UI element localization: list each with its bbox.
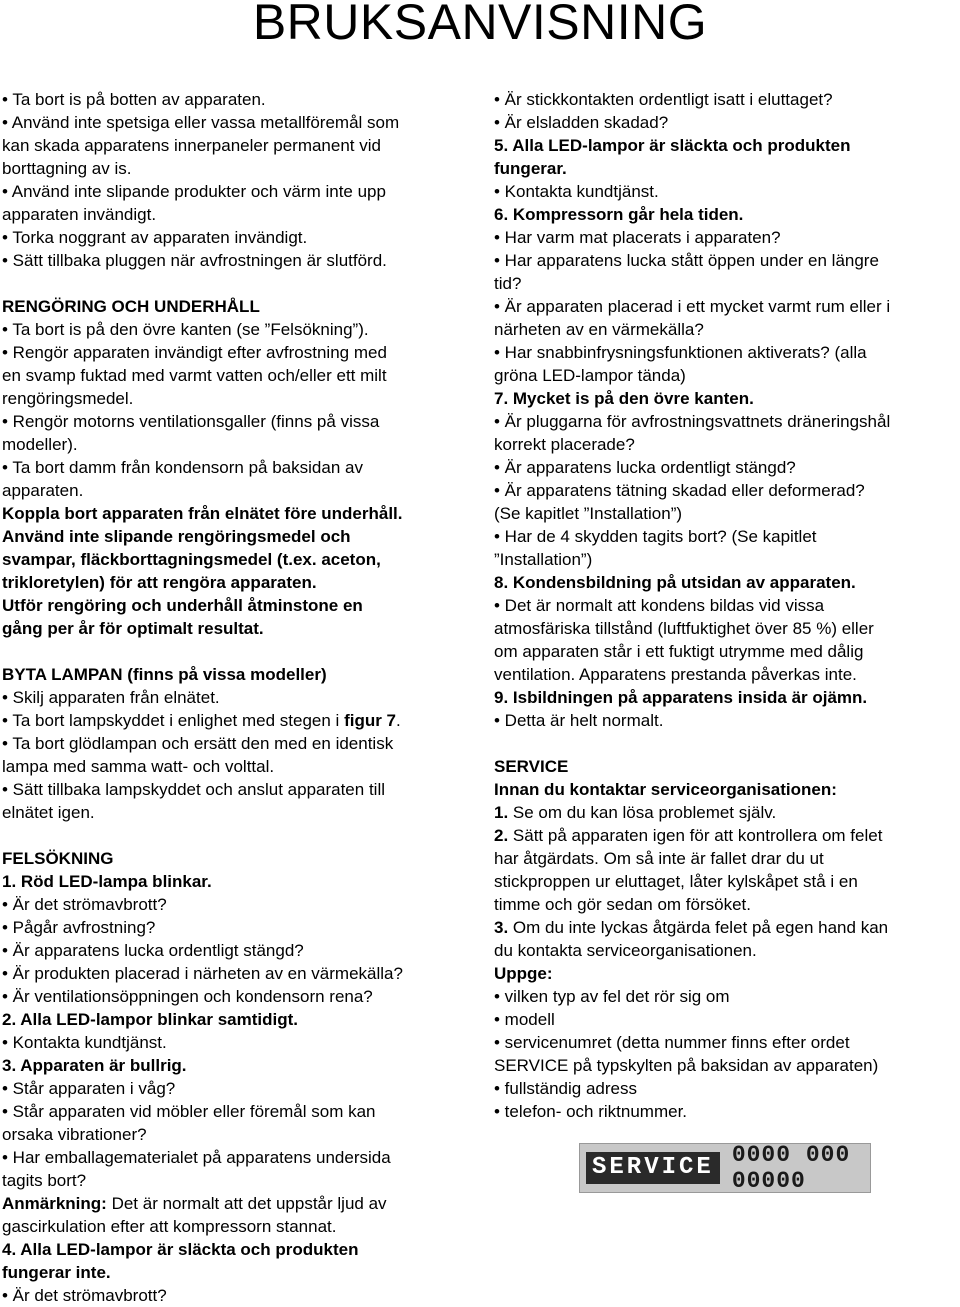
right-text-line: ”Installation”) [494, 550, 593, 569]
bold-lead: 3. [494, 918, 509, 937]
left-text-line: apparaten invändigt. [2, 205, 157, 224]
line-text: • Ta bort lampskyddet i enlighet med stegen i [2, 711, 345, 730]
right-text-line: (Se kapitlet ”Installation”) [494, 504, 683, 523]
left-text-line: gång per år för optimalt resultat. [2, 619, 264, 638]
left-text-line: • Är produkten placerad i närheten av en värmekälla? [2, 964, 403, 983]
right-text-line: • telefon- och riktnummer. [494, 1102, 688, 1121]
service-plate-number: 0000 000 00000 [731, 1142, 851, 1194]
bold-lead: 2. [494, 826, 509, 845]
left-text-line: elnätet igen. [2, 803, 95, 822]
right-text-line [494, 732, 960, 755]
left-text-line: • Skilj apparaten från elnätet. [2, 688, 220, 707]
right-text-line: Uppge: [494, 964, 553, 983]
right-text-line: • Har varm mat placerats i apparaten? [494, 228, 781, 247]
right-text-line: • fullständig adress [494, 1079, 637, 1098]
left-text-line: orsaka vibrationer? [2, 1125, 147, 1144]
left-text-line: • Sätt tillbaka lampskyddet och anslut apparaten till [2, 780, 385, 799]
right-text-line: • servicenumret (detta nummer finns efter ordet [494, 1033, 850, 1052]
service-plate-image [579, 1143, 871, 1193]
right-text-line: • Har snabbinfrysningsfunktionen aktiverats? (alla [494, 343, 867, 362]
right-text-line: • Det är normalt att kondens bildas vid vissa [494, 596, 825, 615]
right-text-line: fungerar. [494, 159, 567, 178]
right-text-line [494, 801, 960, 824]
right-text-line: • Är apparatens lucka ordentligt stängd? [494, 458, 796, 477]
left-text-line: • Har emballagematerialet på apparatens undersida [2, 1148, 391, 1167]
left-text-line [2, 272, 480, 295]
right-text-line: korrekt placerade? [494, 435, 635, 454]
line-tail: Om du inte lyckas åtgärda felet på egen hand kan [508, 918, 889, 937]
left-text-line: fungerar inte. [2, 1263, 111, 1282]
line-tail: Det är normalt att det uppstår ljud av [106, 1194, 387, 1213]
right-text-line: SERVICE [494, 757, 569, 776]
right-text-line: • Har de 4 skydden tagits bort? (Se kapitlet [494, 527, 817, 546]
right-text-line: • Är stickkontakten ordentligt isatt i eluttaget? [494, 90, 833, 109]
left-text-line: gascirkulation efter att kompressorn stannat. [2, 1217, 337, 1236]
bold-lead: 1. [494, 803, 509, 822]
left-text-line: • Är apparatens lucka ordentligt stängd? [2, 941, 304, 960]
left-text-line: rengöringsmedel. [2, 389, 134, 408]
service-plate-label: SERVICE [586, 1152, 720, 1184]
left-text-line: 1. Röd LED-lampa blinkar. [2, 872, 212, 891]
right-column [494, 88, 960, 1123]
left-text-line: Använd inte slipande rengöringsmedel och [2, 527, 351, 546]
left-text-line: kan skada apparatens innerpaneler permanent vid [2, 136, 381, 155]
left-text-line: • Använd inte spetsiga eller vassa metallföremål som [2, 113, 400, 132]
left-text-line: 4. Alla LED-lampor är släckta och produkten [2, 1240, 359, 1259]
left-text-line: • Ta bort glödlampan och ersätt den med en identisk [2, 734, 394, 753]
right-text-line: timme och gör sedan om försöket. [494, 895, 752, 914]
left-text-line: RENGÖRING OCH UNDERHÅLL [2, 297, 260, 316]
left-text-line: • Är det strömavbrott? [2, 895, 167, 914]
left-text-line: • Sätt tillbaka pluggen när avfrostningen är slutförd. [2, 251, 387, 270]
right-text-line: • Kontakta kundtjänst. [494, 182, 659, 201]
left-text-line: 3. Apparaten är bullrig. [2, 1056, 187, 1075]
right-text-line: gröna LED-lampor tända) [494, 366, 686, 385]
left-text-line: • Rengör motorns ventilationsgaller (finns på vissa [2, 412, 380, 431]
right-text-line: 9. Isbildningen på apparatens insida är ojämn. [494, 688, 868, 707]
left-text-line [2, 1192, 480, 1215]
right-text-line: om apparaten står i ett fuktigt utrymme med dålig [494, 642, 864, 661]
right-text-line [494, 824, 960, 847]
right-text-line: ventilation. Apparatens prestanda påverkas inte. [494, 665, 857, 684]
left-text-line: • Står apparaten vid möbler eller föremål som kan [2, 1102, 376, 1121]
left-text-line [2, 640, 480, 663]
left-text-line: apparaten. [2, 481, 84, 500]
left-text-line: • Använd inte slipande produkter och värm inte upp [2, 182, 386, 201]
left-text-line: • Torka noggrant av apparaten invändigt. [2, 228, 308, 247]
right-text-line: SERVICE på typskylten på baksidan av apparaten) [494, 1056, 879, 1075]
bold-lead: Anmärkning: [2, 1194, 107, 1213]
left-text-line [2, 824, 480, 847]
right-text-line: 6. Kompressorn går hela tiden. [494, 205, 744, 224]
left-text-line: lampa med samma watt- och volttal. [2, 757, 275, 776]
line-tail: Se om du kan lösa problemet själv. [508, 803, 777, 822]
left-text-line: Utför rengöring och underhåll åtminstone en [2, 596, 363, 615]
left-text-line: • Kontakta kundtjänst. [2, 1033, 167, 1052]
left-text-line: • Står apparaten i våg? [2, 1079, 176, 1098]
line-tail: . [396, 711, 401, 730]
left-text-line: FELSÖKNING [2, 849, 114, 868]
right-text-line: • Detta är helt normalt. [494, 711, 664, 730]
left-text-line: • Ta bort is på botten av apparaten. [2, 90, 266, 109]
left-column [2, 88, 480, 1307]
left-text-line: 2. Alla LED-lampor blinkar samtidigt. [2, 1010, 298, 1029]
right-text-line: • Är apparaten placerad i ett mycket varmt rum eller i [494, 297, 891, 316]
right-text-line: atmosfäriska tillstånd (luftfuktighet över 85 %) eller [494, 619, 874, 638]
left-text-line [2, 709, 480, 732]
left-text-line: en svamp fuktad med varmt vatten och/eller ett milt [2, 366, 387, 385]
right-text-line: 5. Alla LED-lampor är släckta och produkten [494, 136, 851, 155]
left-text-line: borttagning av is. [2, 159, 132, 178]
left-text-line: • Pågår avfrostning? [2, 918, 156, 937]
left-text-line: modeller). [2, 435, 78, 454]
right-text-line: • Är pluggarna för avfrostningsvattnets dräneringshål [494, 412, 891, 431]
right-text-line: har åtgärdats. Om så inte är fallet drar du ut [494, 849, 824, 868]
left-text-line: • Ta bort damm från kondensorn på baksidan av [2, 458, 363, 477]
left-text-line: svampar, fläckborttagningsmedel (t.ex. aceton, [2, 550, 381, 569]
left-text-line: tagits bort? [2, 1171, 87, 1190]
left-text-line: Koppla bort apparaten från elnätet före underhåll. [2, 504, 403, 523]
left-text-line: BYTA LAMPAN (finns på vissa modeller) [2, 665, 327, 684]
line-tail: Sätt på apparaten igen för att kontrollera om felet [508, 826, 883, 845]
right-text-line: du kontakta serviceorganisationen. [494, 941, 757, 960]
left-text-line: • Är ventilationsöppningen och kondensorn rena? [2, 987, 373, 1006]
right-text-line: • modell [494, 1010, 555, 1029]
right-text-line: 7. Mycket is på den övre kanten. [494, 389, 754, 408]
right-text-line: • Är apparatens tätning skadad eller deformerad? [494, 481, 865, 500]
left-text-line: • Ta bort is på den övre kanten (se ”Felsökning”). [2, 320, 369, 339]
left-text-line: trikloretylen) för att rengöra apparaten. [2, 573, 317, 592]
left-text-line: • Är det strömavbrott? [2, 1286, 167, 1305]
figure-reference: figur 7 [344, 711, 397, 730]
left-text-line: • Rengör apparaten invändigt efter avfrostning med [2, 343, 387, 362]
right-text-line [494, 916, 960, 939]
right-text-line: • vilken typ av fel det rör sig om [494, 987, 730, 1006]
right-text-line: • Har apparatens lucka stått öppen under en längre [494, 251, 879, 270]
right-text-line: 8. Kondensbildning på utsidan av apparaten. [494, 573, 856, 592]
right-text-line: Innan du kontaktar serviceorganisationen: [494, 780, 837, 799]
right-text-line: närheten av en värmekälla? [494, 320, 704, 339]
page-title: BRUKSANVISNING [252, 0, 708, 50]
right-text-line: stickproppen ur eluttaget, låter kylskåpet stå i en [494, 872, 858, 891]
right-text-line: • Är elsladden skadad? [494, 113, 669, 132]
right-text-line: tid? [494, 274, 522, 293]
